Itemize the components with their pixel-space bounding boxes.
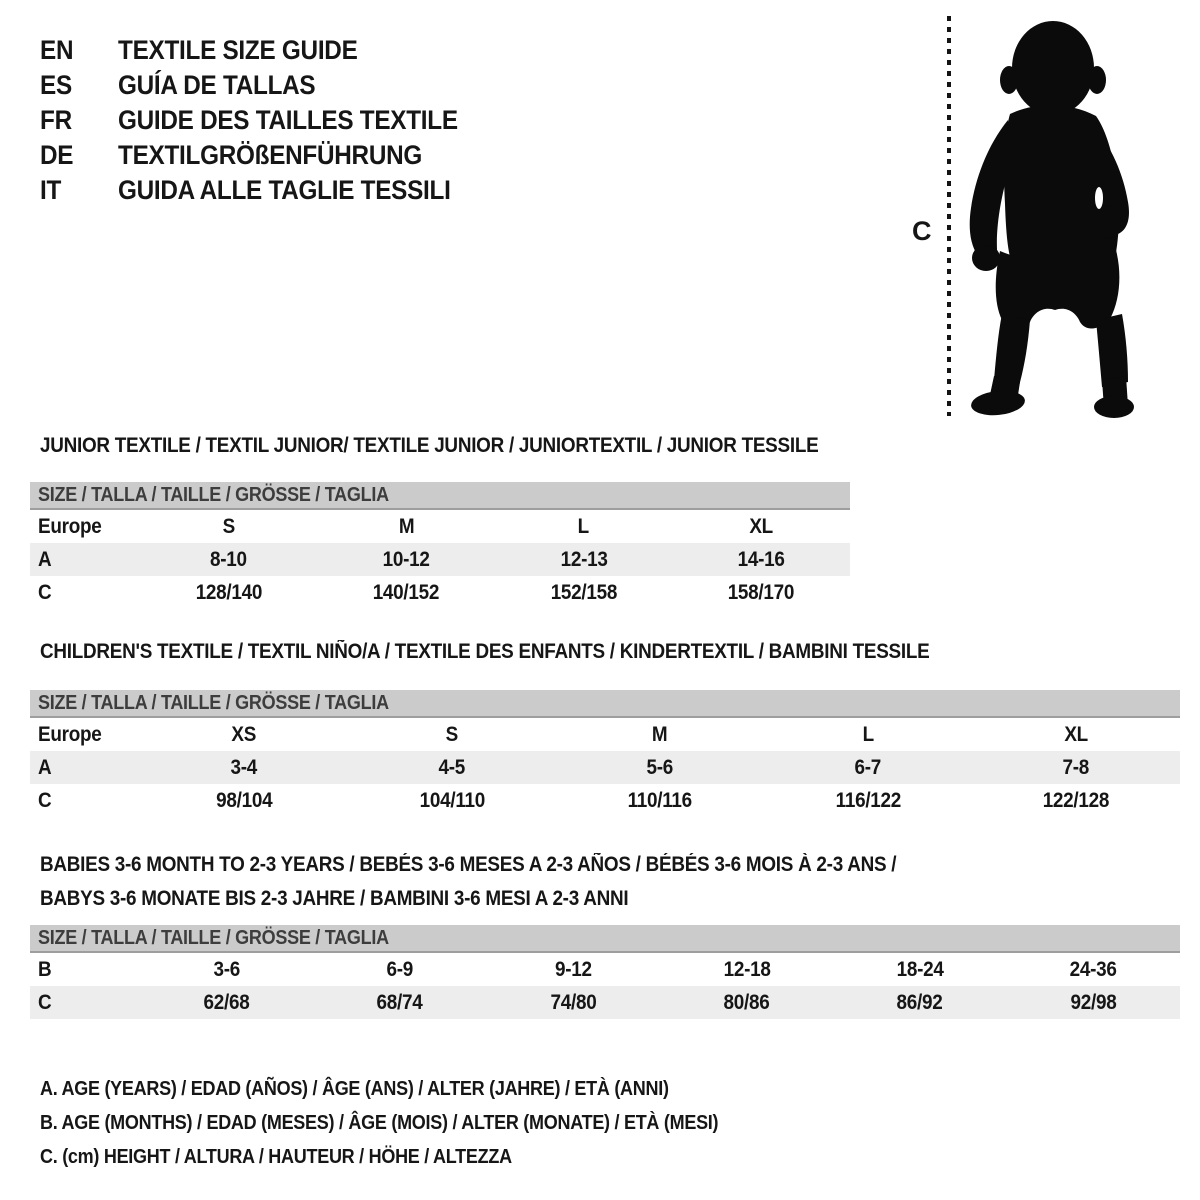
size-cell xyxy=(660,958,833,982)
language-row-es xyxy=(40,68,496,103)
size-cell-text: 7-8 xyxy=(1062,755,1090,779)
language-code xyxy=(40,70,118,101)
size-cell xyxy=(660,991,833,1015)
row-label-text: B xyxy=(38,957,52,981)
size-cell xyxy=(556,789,764,813)
size-cell xyxy=(140,548,318,572)
size-cell xyxy=(764,789,972,813)
size-cell-text: 122/128 xyxy=(1042,788,1110,812)
size-cell-text: XL xyxy=(1064,722,1088,746)
size-cell xyxy=(764,756,972,780)
size-header-label: SIZE / TALLA / TAILLE / GRÖSSE / TAGLIA xyxy=(38,927,389,949)
size-cell-text: XS xyxy=(231,722,257,746)
language-code xyxy=(40,175,118,206)
junior-section-title xyxy=(40,434,905,458)
size-cell xyxy=(487,991,660,1015)
row-label-text: C xyxy=(38,580,52,604)
size-cell xyxy=(487,958,660,982)
size-cell-text: 8-10 xyxy=(210,547,248,571)
babies-size-table xyxy=(30,925,1180,1019)
language-code xyxy=(40,105,118,136)
size-cell-text: 12-13 xyxy=(560,547,608,571)
row-label-text: C xyxy=(38,788,52,812)
size-cell-text: 10-12 xyxy=(382,547,430,571)
size-cell-text: 98/104 xyxy=(215,788,273,812)
size-cell xyxy=(833,958,1006,982)
size-cell-text: 152/158 xyxy=(550,580,617,604)
size-cell xyxy=(140,756,348,780)
size-cell xyxy=(140,723,348,747)
size-cell xyxy=(972,789,1180,813)
junior-section-title-text: JUNIOR TEXTILE / TEXTIL JUNIOR/ TEXTILE JUNIOR / JUNIORTEXTIL / JUNIOR TESSILE xyxy=(40,434,819,457)
row-label-text: A xyxy=(38,755,52,779)
size-cell xyxy=(348,756,556,780)
table-row-height-cm xyxy=(30,576,850,609)
row-label xyxy=(30,789,140,813)
language-label xyxy=(118,35,384,66)
size-cell xyxy=(348,723,556,747)
toddler-figure xyxy=(958,14,1148,418)
language-label-text: GUÍA DE TALLAS xyxy=(118,70,316,100)
junior-size-table xyxy=(30,482,850,609)
size-cell-text: 104/110 xyxy=(419,788,485,812)
table-row-height-cm xyxy=(30,784,1180,817)
size-cell xyxy=(833,991,1006,1015)
size-cell-text: S xyxy=(222,514,235,538)
size-header-bar xyxy=(30,690,1180,718)
size-cell-text: 86/92 xyxy=(896,990,943,1014)
table-row-height-cm xyxy=(30,986,1180,1019)
height-measure-dotted-line xyxy=(947,16,951,416)
legend-line-c xyxy=(40,1140,794,1174)
size-cell xyxy=(972,723,1180,747)
size-cell-text: 140/152 xyxy=(373,580,440,604)
size-cell-text: 14-16 xyxy=(737,547,785,571)
row-label xyxy=(30,991,140,1015)
size-cell-text: M xyxy=(652,722,668,746)
babies-section-title-line2: BABYS 3-6 MONATE BIS 2-3 JAHRE / BAMBINI 3-6 MESI A 2-3 ANNI xyxy=(40,887,629,910)
size-cell-text: 80/86 xyxy=(723,990,770,1014)
legend-line-a xyxy=(40,1072,794,1106)
size-cell xyxy=(556,723,764,747)
size-header-label: SIZE / TALLA / TAILLE / GRÖSSE / TAGLIA xyxy=(38,692,389,714)
size-cell xyxy=(140,958,313,982)
size-cell-text: L xyxy=(862,722,874,746)
size-cell xyxy=(140,991,313,1015)
language-row-en xyxy=(40,33,496,68)
size-cell xyxy=(313,958,486,982)
children-section-title xyxy=(40,640,1028,664)
babies-section-title-line1: BABIES 3-6 MONTH TO 2-3 YEARS / BEBÉS 3-6 MESES A 2-3 AÑOS / BÉBÉS 3-6 MOIS À 2-3 ANS / xyxy=(40,853,897,876)
children-section-title-text: CHILDREN'S TEXTILE / TEXTIL NIÑO/A / TEXTILE DES ENFANTS / KINDERTEXTIL / BAMBINI TESSILE xyxy=(40,640,930,663)
language-label-text: TEXTILE SIZE GUIDE xyxy=(118,35,358,65)
size-cell xyxy=(495,581,673,605)
row-label xyxy=(30,723,140,747)
size-cell-text: 24-36 xyxy=(1069,957,1117,981)
legend xyxy=(40,1072,794,1174)
size-cell-text: 6-9 xyxy=(386,957,414,981)
language-code-text: DE xyxy=(40,140,74,170)
size-cell-text: 18-24 xyxy=(896,957,944,981)
table-row-europe xyxy=(30,718,1180,751)
size-cell xyxy=(673,581,851,605)
language-label xyxy=(118,105,496,136)
size-cell-text: 68/74 xyxy=(377,990,423,1014)
table-row-age-years xyxy=(30,543,850,576)
size-cell xyxy=(495,548,673,572)
size-cell xyxy=(556,756,764,780)
size-cell-text: XL xyxy=(749,514,774,538)
language-row-it xyxy=(40,173,496,208)
children-size-table xyxy=(30,690,1180,817)
size-cell xyxy=(495,515,673,539)
language-code xyxy=(40,140,118,171)
size-cell-text: 158/170 xyxy=(728,580,795,604)
table-row-europe xyxy=(30,510,850,543)
size-cell xyxy=(1007,991,1180,1015)
language-code-text: EN xyxy=(40,35,74,65)
language-label-text: GUIDA ALLE TAGLIE TESSILI xyxy=(118,175,451,205)
size-cell xyxy=(764,723,972,747)
size-cell xyxy=(318,515,496,539)
size-header-bar xyxy=(30,925,1180,953)
legend-line-c-text: C. (cm) HEIGHT / ALTURA / HAUTEUR / HÖHE / ALTEZZA xyxy=(40,1146,512,1168)
row-label-text: C xyxy=(38,990,52,1014)
size-cell-text: 128/140 xyxy=(195,580,262,604)
row-label xyxy=(30,756,140,780)
size-cell xyxy=(140,515,318,539)
language-label-text: TEXTILGRÖßENFÜHRUNG xyxy=(118,140,423,170)
language-label xyxy=(118,175,488,206)
row-label xyxy=(30,515,140,539)
size-cell-text: 116/122 xyxy=(835,788,901,812)
page-header xyxy=(40,33,496,208)
table-row-age-years xyxy=(30,751,1180,784)
size-cell xyxy=(318,581,496,605)
size-header-bar xyxy=(30,482,850,510)
size-cell xyxy=(140,581,318,605)
size-cell xyxy=(348,789,556,813)
size-cell-text: 3-4 xyxy=(230,755,258,779)
babies-section-title xyxy=(40,848,991,916)
row-label-text: Europe xyxy=(38,514,102,538)
size-cell-text: 3-6 xyxy=(213,957,240,981)
language-code-text: ES xyxy=(40,70,72,100)
language-code-text: FR xyxy=(40,105,72,135)
size-cell-text: 110/116 xyxy=(627,788,693,812)
size-cell-text: 92/98 xyxy=(1070,990,1117,1014)
size-cell-text: 12-18 xyxy=(723,957,771,981)
size-cell xyxy=(972,756,1180,780)
size-cell-text: 9-12 xyxy=(554,957,592,981)
row-label-text: A xyxy=(38,547,52,571)
size-cell-text: 62/68 xyxy=(203,990,250,1014)
measure-label-c: C xyxy=(912,216,932,246)
size-cell xyxy=(313,991,486,1015)
language-label-text: GUIDE DES TAILLES TEXTILE xyxy=(118,105,458,135)
size-cell xyxy=(1007,958,1180,982)
size-cell xyxy=(318,548,496,572)
size-cell-text: 5-6 xyxy=(646,755,674,779)
language-row-fr xyxy=(40,103,496,138)
legend-line-b xyxy=(40,1106,794,1140)
legend-line-b-text: B. AGE (MONTHS) / EDAD (MESES) / ÂGE (MOIS) / ALTER (MONATE) / ETÀ (MESI) xyxy=(40,1112,719,1134)
language-row-de xyxy=(40,138,496,173)
size-cell xyxy=(140,789,348,813)
table-row-age-months xyxy=(30,953,1180,986)
row-label xyxy=(30,958,140,982)
size-cell-text: M xyxy=(398,514,414,538)
row-label xyxy=(30,581,140,605)
toddler-silhouette-icon xyxy=(958,14,1148,418)
size-header-label: SIZE / TALLA / TAILLE / GRÖSSE / TAGLIA xyxy=(38,484,389,506)
size-cell-text: 6-7 xyxy=(854,755,882,779)
language-label xyxy=(118,70,337,101)
size-cell xyxy=(673,515,851,539)
row-label xyxy=(30,548,140,572)
size-cell-text: 74/80 xyxy=(550,990,597,1014)
size-cell-text: L xyxy=(578,514,590,538)
row-label-text: Europe xyxy=(38,722,102,746)
legend-line-a-text: A. AGE (YEARS) / EDAD (AÑOS) / ÂGE (ANS) / ALTER (JAHRE) / ETÀ (ANNI) xyxy=(40,1078,669,1100)
size-cell-text: 4-5 xyxy=(438,755,466,779)
size-cell xyxy=(673,548,851,572)
language-code xyxy=(40,35,118,66)
language-label xyxy=(118,140,456,171)
size-cell-text: S xyxy=(445,722,459,746)
language-code-text: IT xyxy=(40,175,62,205)
